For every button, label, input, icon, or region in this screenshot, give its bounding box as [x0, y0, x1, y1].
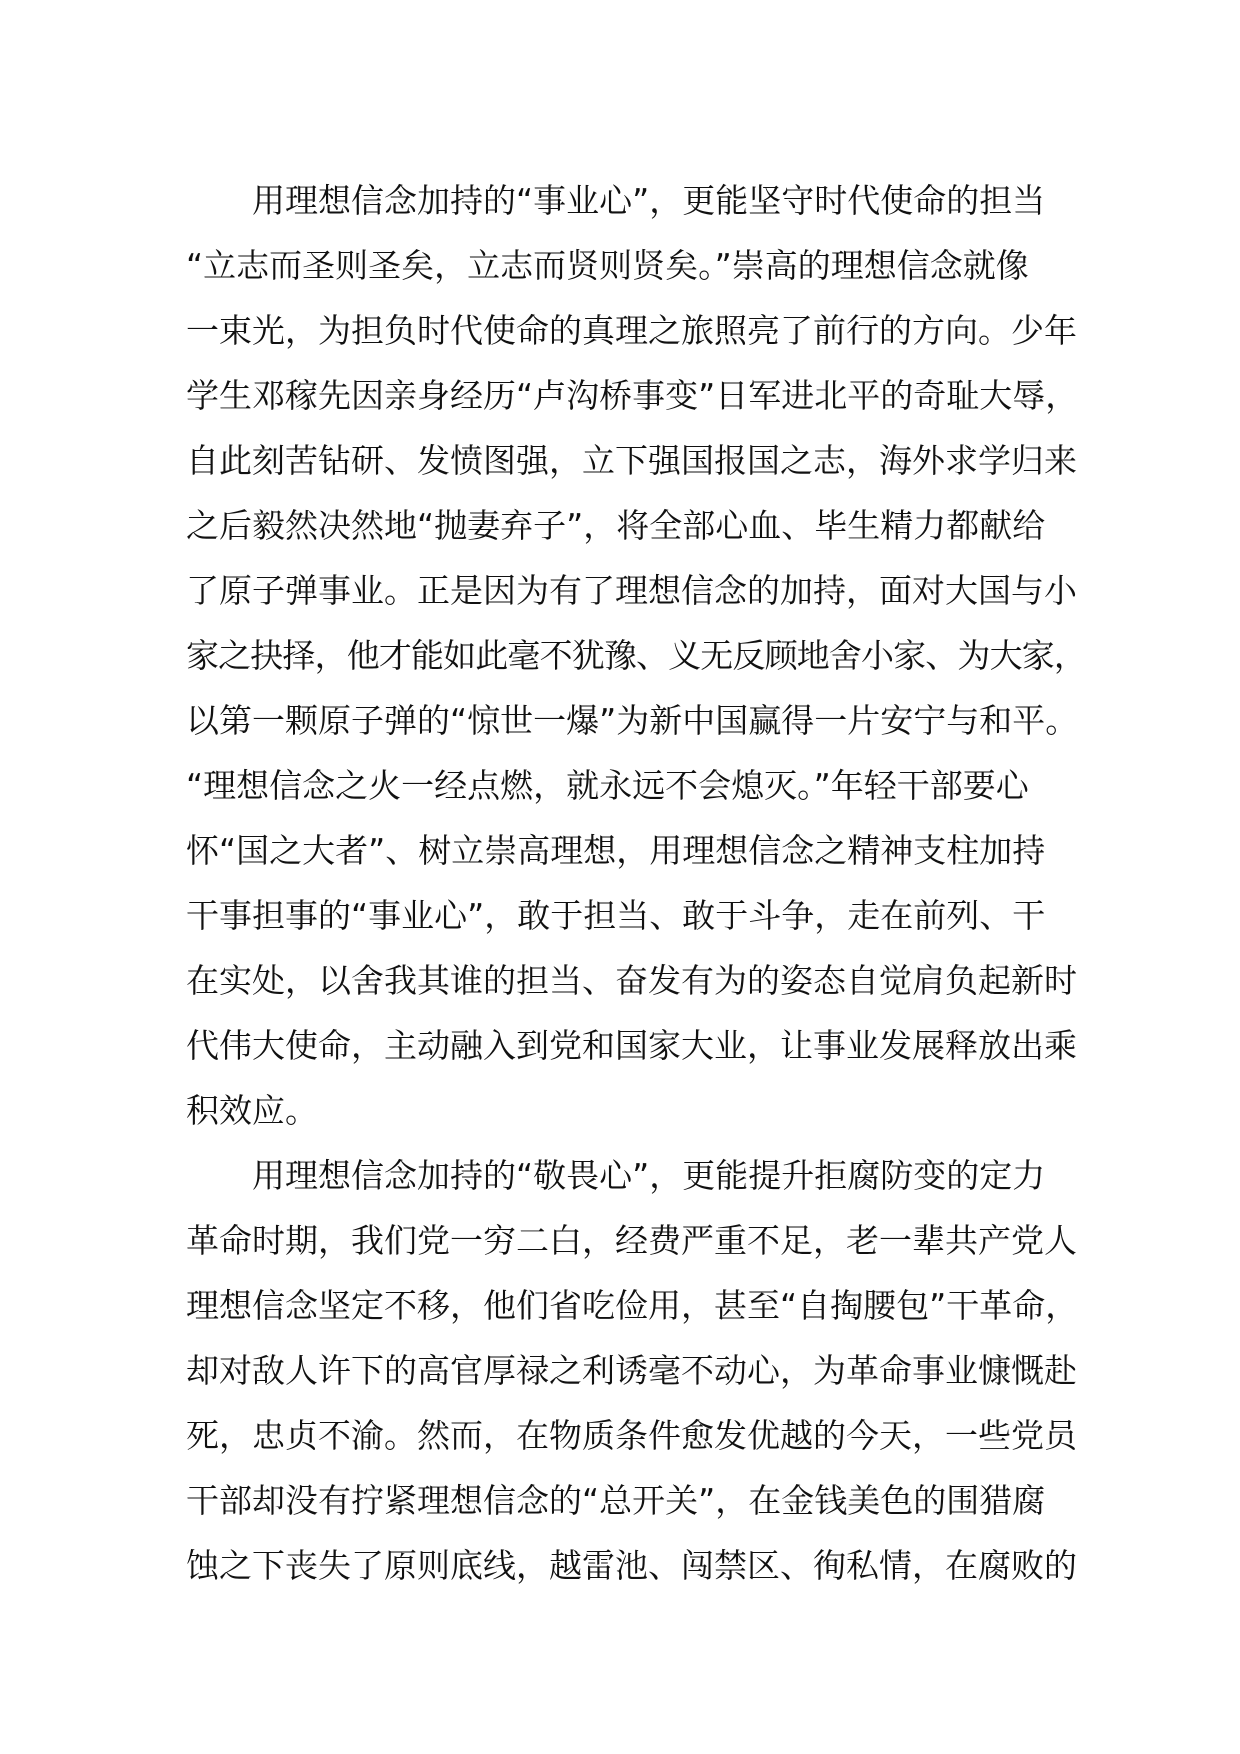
text-line: 以第一颗原子弹的“惊世一爆”为新中国赢得一片安宁与和平。 [186, 701, 1079, 740]
heading-line: 用理想信念加持的“敬畏心”，更能提升拒腐防变的定力 [252, 1156, 1046, 1195]
text-line: 代伟大使命，主动融入到党和国家大业，让事业发展释放出乘 [186, 1026, 1077, 1065]
text-line: 革命时期，我们党一穷二白，经费严重不足，老一辈共产党人 [186, 1221, 1077, 1260]
text-line: 之后毅然决然地“抛妻弃子”，将全部心血、毕生精力都献给 [186, 506, 1046, 545]
text-line: 一束光，为担负时代使命的真理之旅照亮了前行的方向。少年 [186, 311, 1077, 350]
text-line: 死，忠贞不渝。然而，在物质条件愈发优越的今天，一些党员 [186, 1416, 1077, 1455]
text-line: 在实处，以舍我其谁的担当、奋发有为的姿态自觉肩负起新时 [186, 961, 1077, 1000]
text-line: 干事担事的“事业心”，敢于担当、敢于斗争，走在前列、干 [186, 896, 1046, 935]
text-line: 自此刻苦钻研、发愤图强，立下强国报国之志，海外求学归来 [186, 441, 1077, 480]
text-line: 学生邓稼先因亲身经历“卢沟桥事变”日军进北平的奇耻大辱， [186, 376, 1079, 415]
text-line: 却对敌人许下的高官厚禄之利诱毫不动心，为革命事业慷慨赴 [186, 1351, 1077, 1390]
body-text [186, 168, 1086, 1598]
text-line: 理想信念坚定不移，他们省吃俭用，甚至“自掏腰包”干革命， [186, 1286, 1079, 1325]
text-line: 怀“国之大者”、树立崇高理想，用理想信念之精神支柱加持 [186, 831, 1046, 870]
text-line: 蚀之下丧失了原则底线，越雷池、闯禁区、徇私情，在腐败的 [186, 1546, 1077, 1585]
text-line: 干部却没有拧紧理想信念的“总开关”，在金钱美色的围猎腐 [186, 1481, 1046, 1520]
text-line: 了原子弹事业。正是因为有了理想信念的加持，面对大国与小 [186, 571, 1077, 610]
text-line: 积效应。 [186, 1091, 318, 1130]
heading-line: 用理想信念加持的“事业心”，更能坚守时代使命的担当 [252, 181, 1046, 220]
text-line: “理想信念之火一经点燃，就永远不会熄灭。”年轻干部要心 [186, 766, 1029, 805]
text-line: 家之抉择，他才能如此毫不犹豫、义无反顾地舍小家、为大家， [186, 636, 1087, 675]
text-line: “立志而圣则圣矣，立志而贤则贤矣。”崇高的理想信念就像 [186, 246, 1029, 285]
